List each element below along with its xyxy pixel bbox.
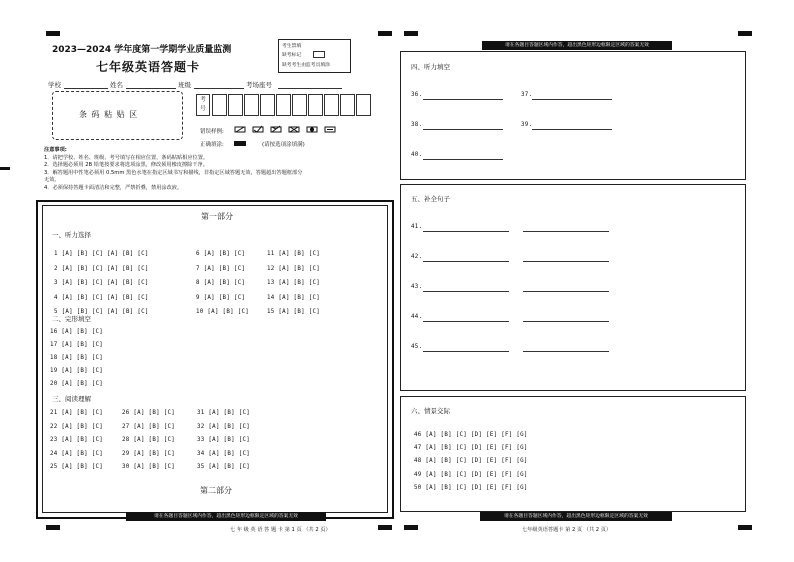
answer-line[interactable]	[423, 99, 503, 100]
option-bubbles[interactable]: [A] [B] [C]	[61, 309, 104, 315]
exam-title: 2023—2024 学年度第一学期学业质量监测	[52, 45, 232, 55]
warning-banner-text: 请在各题目答题区域内作答，超出黑色矩形边框限定区域的答案无效	[505, 43, 649, 48]
reading-title: 三、阅读理解	[52, 395, 91, 403]
class-input-line[interactable]	[194, 88, 244, 89]
question-number: 25	[50, 464, 58, 470]
option-bubbles[interactable]: [A] [B] [C]	[133, 437, 176, 443]
question-row[interactable]	[50, 326, 103, 339]
option-bubbles[interactable]: [A] [B] [C] [D] [E] [F] [G]	[425, 484, 528, 491]
option-bubbles[interactable]: [A] [B] [C]	[278, 265, 321, 272]
blank-number: 44.	[411, 314, 423, 320]
answer-line[interactable]	[423, 261, 509, 262]
question-number: 7	[196, 265, 200, 272]
exam-no-cell[interactable]	[212, 94, 227, 116]
option-bubbles[interactable]: [A] [B] [C]	[278, 309, 321, 315]
option-bubbles[interactable]: [A] [B] [C]	[61, 368, 104, 374]
answer-line[interactable]	[523, 231, 609, 232]
question-number: 34	[197, 450, 205, 457]
question-row[interactable]	[50, 378, 103, 391]
option-bubbles[interactable]: [A] [B] [C]	[208, 450, 251, 457]
option-bubbles[interactable]: [A] [B] [C]	[61, 294, 104, 301]
name-label: 姓名	[110, 81, 123, 89]
correct-fill-note: (请按选项涂填满)	[262, 142, 305, 148]
option-bubbles[interactable]: [A] [B] [C]	[278, 251, 321, 257]
answer-line[interactable]	[423, 231, 509, 232]
question-row[interactable]	[122, 421, 175, 435]
question-row[interactable]	[50, 421, 103, 435]
option-bubbles[interactable]: [A] [B] [C]	[133, 450, 176, 457]
notice-item: 4．必须保持答题卡面清洁和完整，严禁折叠，禁用涂改液。	[44, 184, 183, 191]
question-row[interactable]	[196, 291, 249, 306]
option-bubbles[interactable]: [A] [B] [C]	[61, 423, 104, 430]
question-row[interactable]	[54, 262, 103, 277]
reading-col1	[50, 407, 103, 475]
answer-line[interactable]	[423, 351, 509, 352]
option-bubbles[interactable]: [A] [B] [C]	[207, 309, 250, 315]
listening-col1	[54, 247, 103, 320]
question-row[interactable]	[54, 276, 103, 291]
cloze-col	[50, 326, 103, 391]
option-bubbles[interactable]: [A] [B] [C] [D] [E] [F] [G]	[425, 432, 528, 438]
dialogue-box	[400, 396, 746, 512]
option-bubbles[interactable]: [A] [B] [C]	[203, 294, 246, 301]
question-row[interactable]	[267, 276, 320, 291]
wrong-fill-examples	[234, 125, 354, 135]
timing-mark	[0, 167, 10, 170]
listening-choice-title: 一、听力选择	[52, 231, 91, 239]
forbid-label: 考生禁填	[282, 44, 302, 49]
correct-fill-example	[234, 141, 246, 146]
timing-mark	[404, 525, 418, 530]
answer-line[interactable]	[423, 291, 509, 292]
complete-sentence-title: 五、补全句子	[411, 195, 450, 203]
dialogue-title: 六、情景交际	[411, 407, 450, 415]
listening-col2	[196, 247, 249, 320]
question-number: 10	[196, 309, 204, 315]
question-row[interactable]	[197, 461, 250, 475]
question-row[interactable]	[50, 461, 103, 475]
option-bubbles[interactable]: [A] [B] [C]	[208, 410, 251, 416]
answer-line[interactable]	[523, 261, 609, 262]
barcode-label: 条 码 粘 贴 区	[79, 110, 139, 119]
option-bubbles[interactable]: [A] [B] [C] [D] [E] [F] [G]	[425, 445, 528, 452]
question-number: 1	[54, 251, 58, 257]
exam-no-label-cell	[196, 94, 210, 116]
question-row[interactable]	[197, 421, 250, 435]
question-number: 3	[54, 280, 58, 286]
option-bubbles[interactable]: [A] [B] [C]	[203, 251, 246, 257]
option-bubbles[interactable]: [A] [B] [C] [D] [E] [F] [G]	[425, 471, 528, 478]
option-bubbles[interactable]: [A] [B] [C]	[61, 251, 104, 257]
option-bubbles[interactable]: [A] [B] [C]	[278, 294, 321, 301]
question-number: 15	[267, 309, 275, 315]
question-number: 24	[50, 450, 58, 457]
question-number: 27	[122, 423, 130, 430]
absent-mark-label: 缺考标记	[282, 53, 302, 58]
question-number: 29	[122, 450, 130, 457]
question-row[interactable]	[414, 429, 528, 442]
question-row[interactable]	[50, 352, 103, 365]
option-bubbles[interactable]: [A] [B] [C]	[61, 381, 104, 387]
timing-mark	[738, 31, 752, 36]
listening-fill-title: 四、听力填空	[411, 63, 450, 71]
exam-no-cell[interactable]	[324, 94, 339, 116]
part1-heading: 第一部分	[201, 212, 233, 221]
answer-line[interactable]	[423, 321, 509, 322]
card-title: 七年级英语答题卡	[96, 60, 201, 74]
question-number: 46	[414, 432, 422, 438]
question-number: 19	[50, 368, 58, 374]
question-number: 14	[267, 294, 275, 301]
blank-number: 39.	[521, 122, 533, 128]
answer-line[interactable]	[523, 351, 609, 352]
option-bubbles[interactable]: [A] [B] [C]	[203, 265, 246, 272]
complete-sentence-box	[400, 184, 746, 391]
question-number: 26	[122, 410, 130, 416]
exam-no-cell[interactable]	[340, 94, 355, 116]
blank-number: 37.	[521, 92, 533, 98]
page-footer-left: 七 年 级 英 语 答 题 卡 第 1 页 （共 2 页）	[230, 527, 331, 533]
option-bubbles[interactable]: [A] [B] [C]	[61, 464, 104, 470]
answer-line[interactable]	[423, 159, 503, 160]
option-bubbles[interactable]: [A] [B] [C]	[61, 329, 104, 335]
wrong-fill-label: 错误样例:	[200, 129, 224, 135]
warning-banner-text: 请在各题目答题区域内作答，超出黑色矩形边框限定区域的答案无效	[504, 514, 648, 519]
cloze-title: 二、完形填空	[52, 315, 91, 323]
exam-no-cell[interactable]	[308, 94, 323, 116]
question-row[interactable]	[196, 305, 249, 320]
option-bubbles[interactable]: [A] [B] [C]	[133, 464, 176, 470]
option-bubbles[interactable]: [A] [B] [C]	[61, 280, 104, 286]
exam-no-cell[interactable]	[228, 94, 243, 116]
answer-line[interactable]	[532, 99, 612, 100]
blank-number: 36.	[411, 92, 423, 98]
question-number: 32	[197, 423, 205, 430]
notice-item: 3．解答题用中性笔必须用 0.5mm 黑色水笔在指定区域书写和描线，非指定区域答题无效，答题超出答题框部分	[44, 169, 303, 176]
timing-mark	[46, 525, 60, 530]
question-row[interactable]	[414, 455, 528, 468]
timing-mark	[738, 525, 752, 530]
answer-line[interactable]	[532, 129, 612, 130]
timing-mark	[46, 31, 60, 36]
option-bubbles[interactable]: [A] [B] [C]	[61, 265, 104, 272]
reading-col2	[122, 407, 175, 475]
seat-input-line[interactable]	[278, 88, 342, 89]
option-bubbles[interactable]: [A] [B] [C]	[61, 410, 104, 416]
warning-banner	[482, 41, 672, 50]
barcode-area	[52, 91, 183, 140]
question-row[interactable]	[54, 291, 103, 306]
question-number: 22	[50, 423, 58, 430]
forbid-box	[278, 39, 351, 73]
option-bubbles[interactable]: [A] [B] [C]	[107, 309, 149, 315]
notice-item: 1．请把学校、姓名、班级、考号填写在相应位置，条码粘贴相应位置。	[44, 154, 209, 161]
question-number: 12	[267, 265, 275, 272]
absent-note: 缺考考生由监考员填涂	[282, 63, 330, 68]
question-number: 18	[50, 355, 58, 361]
question-row[interactable]	[267, 305, 320, 320]
option-bubbles[interactable]: [A] [B] [C]	[208, 437, 251, 443]
answer-line[interactable]	[523, 291, 609, 292]
blank-number: 41.	[411, 224, 423, 230]
school-label: 学校	[48, 81, 61, 89]
exam-no-cell[interactable]	[292, 94, 307, 116]
question-row[interactable]	[197, 434, 250, 448]
question-row[interactable]	[50, 365, 103, 378]
option-bubbles[interactable]: [A] [B] [C]	[278, 280, 321, 286]
question-number: 35	[197, 464, 205, 470]
blank-number: 45.	[411, 344, 423, 350]
question-row[interactable]	[122, 407, 175, 421]
listening-col1b	[107, 247, 149, 320]
option-bubbles[interactable]: [A] [B] [C]	[61, 342, 104, 348]
timing-mark	[378, 31, 392, 36]
dialogue-options	[414, 429, 528, 495]
warning-banner-text: 请在各题目答题区域内作答，超出黑色矩形边框限定区域的答案无效	[154, 514, 298, 519]
warning-banner	[126, 512, 326, 521]
timing-mark	[404, 31, 418, 36]
question-row[interactable]	[196, 262, 249, 277]
option-bubbles[interactable]: [A] [B] [C]	[107, 294, 149, 301]
question-row[interactable]	[122, 461, 175, 475]
question-row[interactable]	[267, 291, 320, 306]
question-number: 50	[414, 484, 422, 491]
option-bubbles[interactable]: [A] [B] [C]	[203, 280, 246, 286]
question-row[interactable]	[54, 247, 103, 262]
question-number: 9	[196, 294, 200, 301]
option-bubbles[interactable]: [A] [B] [C]	[107, 251, 149, 257]
question-number: 21	[50, 410, 58, 416]
notice-item: 2．选择题必须用 2B 铅笔按要求将选项涂黑，修改须用橡皮擦除干净。	[44, 162, 208, 168]
option-bubbles[interactable]: [A] [B] [C]	[208, 464, 251, 470]
question-row[interactable]	[267, 262, 320, 277]
question-row[interactable]	[197, 407, 250, 421]
question-number: 4	[54, 294, 58, 301]
question-number: 30	[122, 464, 130, 470]
option-bubbles[interactable]: [A] [B] [C]	[61, 450, 104, 457]
question-number: 47	[414, 445, 422, 452]
option-bubbles[interactable]: [A] [B] [C] [D] [E] [F] [G]	[425, 458, 528, 465]
option-bubbles[interactable]: [A] [B] [C]	[61, 355, 104, 361]
exam-no-label: 考号	[200, 97, 206, 112]
name-input-line[interactable]	[126, 88, 176, 89]
listening-col3	[267, 247, 320, 320]
notice-item: 无效。	[44, 177, 60, 183]
option-bubbles[interactable]: [A] [B] [C]	[208, 423, 251, 430]
school-input-line[interactable]	[64, 88, 108, 89]
question-number: 20	[50, 381, 58, 387]
question-row[interactable]	[197, 448, 250, 462]
question-number: 5	[54, 309, 58, 315]
answer-line[interactable]	[423, 129, 503, 130]
question-number: 17	[50, 342, 58, 348]
blank-number: 43.	[411, 284, 423, 290]
question-row[interactable]	[50, 448, 103, 462]
blank-number: 42.	[411, 254, 423, 260]
question-number: 48	[414, 458, 422, 465]
answer-line[interactable]	[523, 321, 609, 322]
question-number: 8	[196, 280, 200, 286]
question-number: 16	[50, 329, 58, 335]
question-number: 33	[197, 437, 205, 443]
question-row[interactable]	[122, 434, 175, 448]
timing-mark	[378, 525, 392, 530]
correct-fill-label: 正确填涂:	[200, 142, 224, 148]
question-number: 6	[196, 251, 200, 257]
question-number: 13	[267, 280, 275, 286]
notice-title: 注意事项:	[44, 147, 67, 153]
absent-mark-box[interactable]	[313, 51, 325, 58]
blank-number: 40.	[411, 152, 423, 158]
option-bubbles[interactable]: [A] [B] [C]	[107, 265, 149, 272]
seat-label: 考场座号	[246, 81, 272, 89]
question-row[interactable]	[196, 247, 249, 262]
warning-banner	[480, 512, 672, 521]
exam-no-cell[interactable]	[356, 94, 371, 116]
exam-no-cell[interactable]	[276, 94, 291, 116]
question-number: 11	[267, 251, 275, 257]
option-bubbles[interactable]: [A] [B] [C]	[133, 410, 176, 416]
question-row[interactable]	[50, 434, 103, 448]
question-number: 2	[54, 265, 58, 272]
page-footer-right: 七年级英语答题卡 第 2 页 （共 2 页）	[522, 527, 612, 533]
option-bubbles[interactable]: [A] [B] [C]	[133, 423, 176, 430]
exam-no-cell[interactable]	[244, 94, 259, 116]
reading-col3	[197, 407, 250, 475]
exam-no-cell[interactable]	[260, 94, 275, 116]
blank-number: 38.	[411, 122, 423, 128]
listening-fill-box	[400, 51, 746, 180]
question-number: 49	[414, 471, 422, 478]
question-row[interactable]	[122, 448, 175, 462]
question-row[interactable]	[414, 482, 528, 495]
question-number: 23	[50, 437, 58, 443]
question-row[interactable]	[267, 247, 320, 262]
question-row[interactable]	[414, 469, 528, 482]
question-row[interactable]	[50, 407, 103, 421]
option-bubbles[interactable]: [A] [B] [C]	[107, 280, 149, 286]
question-row[interactable]	[196, 276, 249, 291]
option-bubbles[interactable]: [A] [B] [C]	[61, 437, 104, 443]
question-row[interactable]	[414, 442, 528, 455]
class-label: 班级	[178, 81, 191, 89]
part2-heading: 第二部分	[200, 486, 232, 495]
notice	[44, 147, 302, 192]
question-number: 31	[197, 410, 205, 416]
question-number: 28	[122, 437, 130, 443]
question-row[interactable]	[50, 339, 103, 352]
